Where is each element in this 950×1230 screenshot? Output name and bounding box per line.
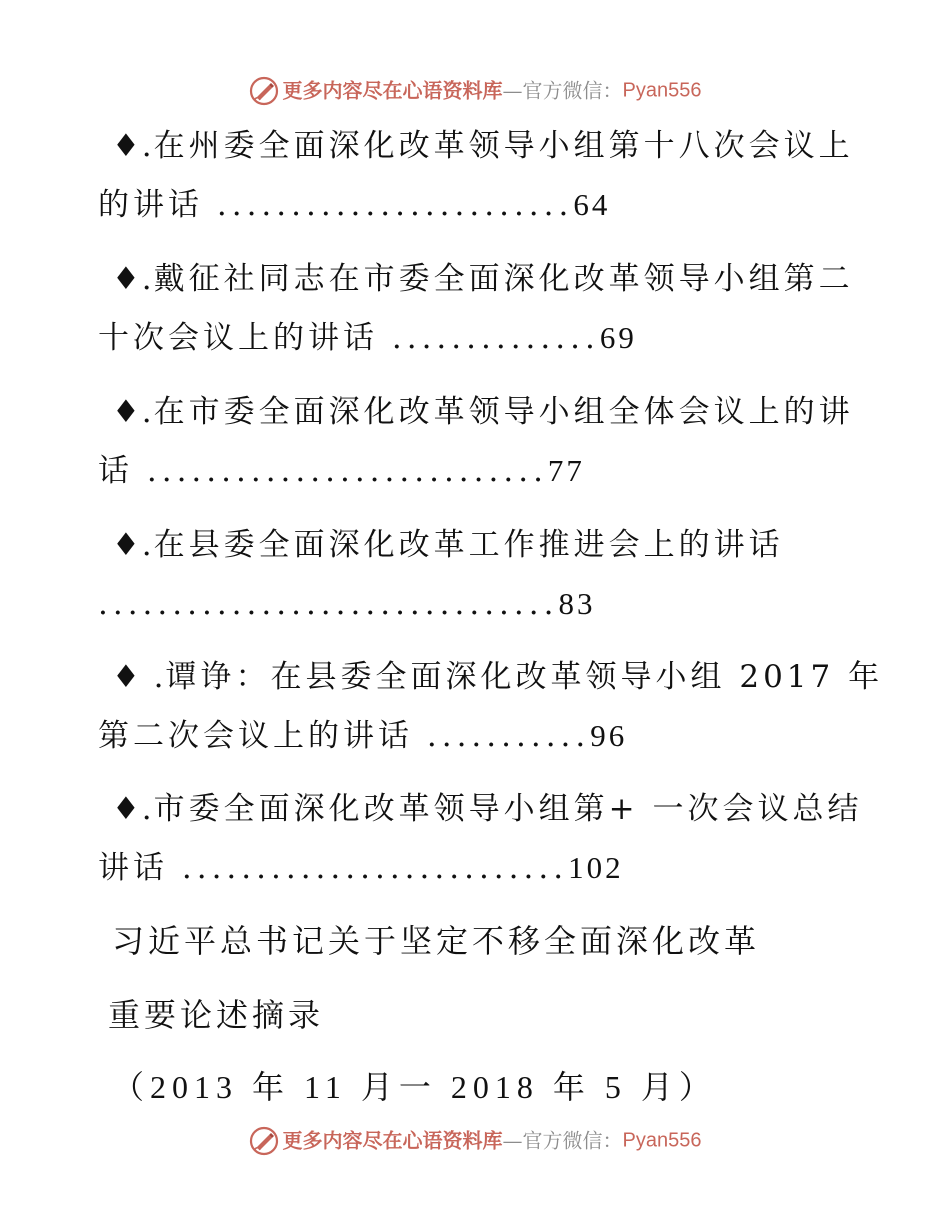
toc-entry-title: 市委全面深化改革领导小组第+ 一次会议总结 [153, 791, 863, 827]
toc-entry-line [112, 126, 854, 166]
toc-page-number: 64 [573, 187, 611, 222]
bullet-icon: ♦. [112, 791, 154, 827]
toc-entry-title-cont: 十次会议上的讲话 [98, 320, 378, 356]
watermark-id: Pyan556 [622, 79, 702, 102]
footer-watermark [0, 1124, 950, 1156]
toc-entry-line [112, 789, 862, 829]
bullet-icon: ♦. [112, 527, 154, 563]
date-range: （2013 年 11 月一 2018 年 5 月） [112, 1069, 717, 1105]
toc-entry-line [98, 848, 624, 888]
toc-entry-title-cont: 的讲话 [98, 187, 203, 223]
toc-dot-leader: ............................... [98, 586, 559, 622]
toc-entry-line [112, 657, 883, 697]
toc-entry-line [98, 451, 585, 491]
toc-entry-line [98, 716, 627, 756]
toc-entry-line [112, 525, 784, 565]
toc-entry-title: 在市委全面深化改革领导小组全体会议上的讲 [153, 394, 854, 430]
bullet-icon: ♦. [112, 261, 154, 297]
toc-page-number: 102 [568, 850, 624, 885]
bullet-icon: ♦. [112, 128, 154, 164]
toc-entry-line [112, 259, 854, 299]
watermark-text: 更多内容尽在心语资料库 [282, 78, 503, 103]
toc-page-number: 77 [547, 453, 585, 488]
toc-entry-line [98, 185, 610, 225]
toc-dot-leader: .............. [391, 320, 600, 356]
watermark-text: 更多内容尽在心语资料库 [282, 1128, 503, 1153]
header-watermark [0, 74, 950, 106]
toc-page-number: 96 [590, 718, 628, 753]
watermark-official-label: 官方微信： [522, 1128, 623, 1153]
brand-logo-icon [249, 76, 279, 106]
toc-entry-title-cont: 话 [98, 453, 133, 489]
toc-entry-line [98, 318, 637, 358]
brand-logo-icon [249, 1126, 279, 1156]
toc-page-number: 69 [599, 320, 637, 355]
bullet-icon: ♦ . [112, 659, 166, 695]
toc-entry-title: 谭诤：在县委全面深化改革领导小组 2017 年 [165, 659, 884, 695]
watermark-id: Pyan556 [622, 1129, 702, 1152]
toc-dot-leader: ........................... [146, 453, 548, 489]
toc-dot-leader: .......................... [181, 850, 569, 886]
bullet-icon: ♦. [112, 394, 154, 430]
watermark-official-label: 官方微信： [522, 78, 623, 103]
toc-entry-title-cont: 第二次会议上的讲话 [98, 718, 413, 754]
toc-entry-title: 在县委全面深化改革工作推进会上的讲话 [153, 527, 784, 563]
toc-entry-title: 在州委全面深化改革领导小组第十八次会议上 [153, 128, 854, 164]
toc-page-number: 83 [558, 586, 596, 621]
watermark-dash: — [502, 1128, 523, 1153]
toc-entry-title: 戴征社同志在市委全面深化改革领导小组第二 [153, 261, 854, 297]
toc-entry-title-cont: 讲话 [98, 850, 168, 886]
section-heading: 习近平总书记关于坚定不移全面深化改革 [112, 922, 761, 960]
watermark-dash: — [502, 78, 523, 103]
toc-dot-leader: ........... [426, 718, 591, 754]
section-heading-cont: 重要论述摘录 [108, 996, 325, 1034]
toc-entry-line [112, 392, 854, 432]
toc-entry-line [98, 584, 595, 624]
toc-dot-leader: ........................ [216, 187, 574, 223]
